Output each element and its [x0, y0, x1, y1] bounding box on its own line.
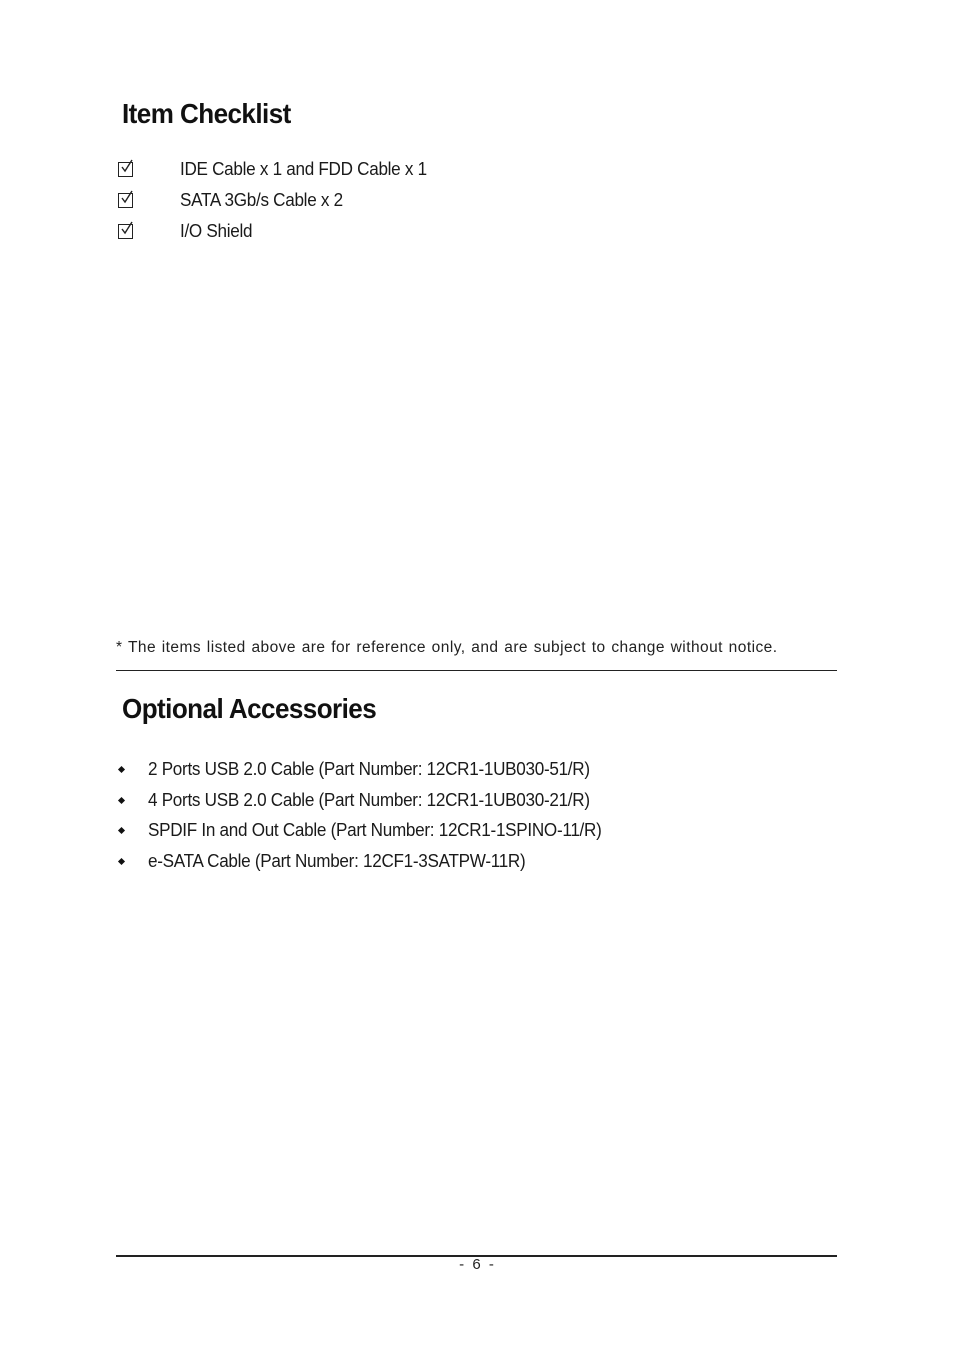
item-checklist [118, 154, 440, 247]
disclaimer-note: * The items listed above are for reference only, and are subject to change without notice. [116, 639, 778, 656]
section-divider [116, 670, 837, 671]
checkbox-checked-icon [118, 162, 133, 177]
checklist-item [118, 154, 440, 185]
diamond-bullet-icon [118, 766, 125, 773]
diamond-bullet-icon [118, 858, 125, 865]
section-title-optional-accessories: Optional Accessories [122, 693, 377, 724]
page-number: - 6 - [459, 1256, 495, 1273]
checklist-item-label: SATA 3Gb/s Cable x 2 [180, 190, 343, 210]
checklist-item [118, 216, 440, 247]
list-item [118, 785, 625, 816]
section-title-item-checklist: Item Checklist [122, 98, 291, 129]
checklist-item [118, 185, 440, 216]
accessories-list [118, 754, 625, 877]
diamond-bullet-icon [118, 796, 125, 803]
list-item [118, 815, 625, 846]
checklist-item-label: I/O Shield [180, 221, 253, 241]
list-item [118, 754, 625, 785]
accessory-label: e-SATA Cable (Part Number: 12CF1-3SATPW-11R) [148, 850, 526, 871]
checklist-item-label: IDE Cable x 1 and FDD Cable x 1 [180, 159, 427, 179]
accessory-label: 4 Ports USB 2.0 Cable (Part Number: 12CR1-1UB030-21/R) [148, 789, 590, 810]
checkbox-checked-icon [118, 224, 133, 239]
diamond-bullet-icon [118, 827, 125, 834]
accessory-label: 2 Ports USB 2.0 Cable (Part Number: 12CR1-1UB030-51/R) [148, 758, 590, 779]
checkbox-checked-icon [118, 193, 133, 208]
list-item [118, 846, 625, 877]
accessory-label: SPDIF In and Out Cable (Part Number: 12CR1-1SPINO-11/R) [148, 820, 602, 841]
